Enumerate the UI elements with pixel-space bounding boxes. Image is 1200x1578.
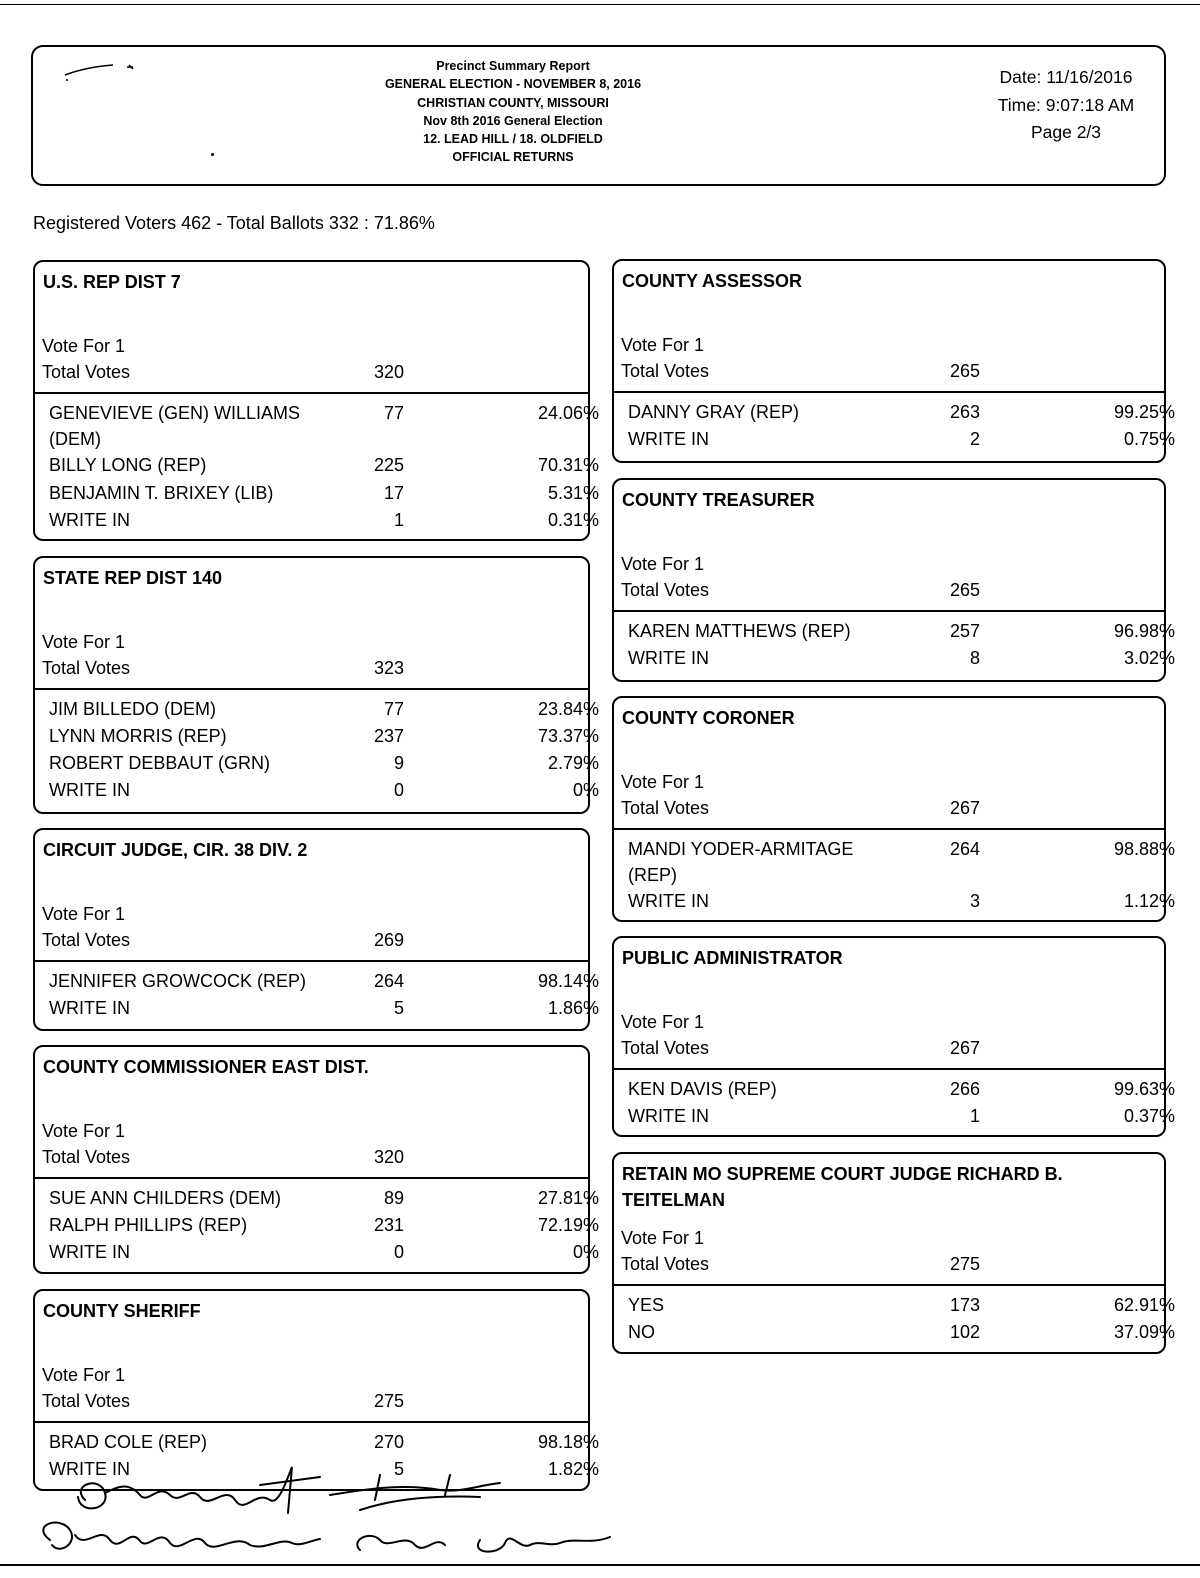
race-title: COUNTY TREASURER bbox=[622, 490, 815, 510]
candidate-votes: 17 bbox=[383, 483, 404, 503]
candidate-votes: 0 bbox=[393, 780, 404, 800]
candidate-votes: 264 bbox=[373, 971, 404, 991]
stray-mark-icon bbox=[61, 59, 141, 84]
candidate-percent: 37.09% bbox=[1113, 1322, 1175, 1342]
candidate-name: WRITE IN bbox=[49, 780, 130, 800]
precinct-name: 12. LEAD HILL / 18. OLDFIELD bbox=[423, 132, 603, 147]
total-votes-label: Total Votes bbox=[42, 1147, 131, 1167]
candidate-votes: 1 bbox=[393, 510, 404, 530]
race-box-retain-mo-supreme-court-judge-richard-b- bbox=[612, 1152, 1175, 1354]
report-meta bbox=[976, 64, 1156, 147]
total-votes-label: Total Votes bbox=[621, 580, 710, 600]
candidate-name: WRITE IN bbox=[628, 429, 709, 449]
candidate-name: ROBERT DEBBAUT (GRN) bbox=[49, 753, 271, 773]
race-divider bbox=[35, 392, 588, 394]
candidate-row bbox=[49, 400, 599, 452]
candidate-votes: 9 bbox=[393, 753, 404, 773]
race-divider bbox=[614, 391, 1164, 393]
vote-for-label: Vote For 1 bbox=[42, 1121, 126, 1141]
candidate-percent: 0% bbox=[572, 780, 599, 800]
candidate-row bbox=[49, 1239, 599, 1291]
vote-for-label: Vote For 1 bbox=[621, 1012, 705, 1032]
total-votes-label: Total Votes bbox=[621, 798, 710, 818]
candidate-votes: 102 bbox=[949, 1322, 980, 1342]
vote-for-label: Vote For 1 bbox=[621, 1228, 705, 1248]
race-title: CIRCUIT JUDGE, CIR. 38 DIV. 2 bbox=[43, 840, 308, 860]
total-votes-label: Total Votes bbox=[42, 362, 131, 382]
candidate-name: KEN DAVIS (REP) bbox=[628, 1079, 777, 1099]
candidate-name: BENJAMIN T. BRIXEY (LIB) bbox=[49, 483, 274, 503]
election-name: GENERAL ELECTION - NOVEMBER 8, 2016 bbox=[384, 77, 642, 92]
race-divider bbox=[35, 1421, 588, 1423]
candidate-votes: 266 bbox=[949, 1079, 980, 1099]
race-title: STATE REP DIST 140 bbox=[43, 568, 223, 588]
candidate-votes: 173 bbox=[949, 1295, 980, 1315]
candidate-votes: 0 bbox=[393, 1242, 404, 1262]
candidate-row bbox=[628, 426, 1175, 478]
candidate-percent: 0% bbox=[572, 1242, 599, 1262]
candidate-percent: 98.18% bbox=[537, 1432, 599, 1452]
total-votes-value: 265 bbox=[949, 361, 980, 381]
candidate-row bbox=[628, 888, 1175, 940]
race-title: PUBLIC ADMINISTRATOR bbox=[622, 948, 843, 968]
candidate-name: WRITE IN bbox=[628, 891, 709, 911]
candidate-row bbox=[628, 1319, 1175, 1371]
race-box-public-administrator bbox=[612, 936, 1175, 1137]
candidate-votes: 77 bbox=[383, 403, 404, 423]
vote-for-label: Vote For 1 bbox=[621, 335, 705, 355]
candidate-name: NO bbox=[628, 1322, 655, 1342]
candidate-row bbox=[628, 1103, 1175, 1155]
candidate-row bbox=[49, 777, 599, 829]
candidate-percent: 98.88% bbox=[1113, 839, 1175, 859]
total-votes-value: 275 bbox=[373, 1391, 404, 1411]
candidate-name: MANDI YODER-ARMITAGE (REP) bbox=[628, 839, 854, 885]
candidate-percent: 1.12% bbox=[1123, 891, 1175, 911]
total-votes-label: Total Votes bbox=[42, 1391, 131, 1411]
candidate-percent: 96.98% bbox=[1113, 621, 1175, 641]
total-votes-value: 267 bbox=[949, 1038, 980, 1058]
race-title: COUNTY COMMISSIONER EAST DIST. bbox=[43, 1057, 369, 1077]
race-title: U.S. REP DIST 7 bbox=[43, 272, 181, 292]
total-votes-label: Total Votes bbox=[621, 361, 710, 381]
race-divider bbox=[614, 1068, 1164, 1070]
race-divider bbox=[35, 688, 588, 690]
candidate-name: JIM BILLEDO (DEM) bbox=[49, 699, 217, 719]
total-votes-label: Total Votes bbox=[42, 658, 131, 678]
candidate-name: LYNN MORRIS (REP) bbox=[49, 726, 227, 746]
candidate-percent: 24.06% bbox=[537, 403, 599, 423]
candidate-name: GENEVIEVE (GEN) WILLIAMS (DEM) bbox=[49, 403, 301, 449]
vote-for-label: Vote For 1 bbox=[621, 554, 705, 574]
race-divider bbox=[35, 1177, 588, 1179]
candidate-percent: 23.84% bbox=[537, 699, 599, 719]
race-title: RETAIN MO SUPREME COURT JUDGE RICHARD B. TEITELMAN bbox=[622, 1164, 1063, 1210]
race-divider bbox=[614, 610, 1164, 612]
election-subtitle: Nov 8th 2016 General Election bbox=[423, 113, 603, 128]
turnout-summary: Registered Voters 462 - Total Ballots 332 : 71.86% bbox=[33, 213, 435, 233]
candidate-name: WRITE IN bbox=[49, 998, 130, 1018]
candidate-row bbox=[49, 995, 599, 1047]
candidate-percent: 3.02% bbox=[1123, 648, 1175, 668]
candidate-percent: 0.37% bbox=[1123, 1106, 1175, 1126]
candidate-votes: 263 bbox=[949, 402, 980, 422]
candidate-percent: 0.31% bbox=[547, 510, 599, 530]
candidate-votes: 270 bbox=[373, 1432, 404, 1452]
vote-for-label: Vote For 1 bbox=[42, 1365, 126, 1385]
race-box-county-treasurer bbox=[612, 478, 1175, 682]
candidate-name: WRITE IN bbox=[49, 1459, 130, 1479]
candidate-percent: 62.91% bbox=[1113, 1295, 1175, 1315]
candidate-percent: 27.81% bbox=[537, 1188, 599, 1208]
vote-for-label: Vote For 1 bbox=[621, 772, 705, 792]
total-votes-label: Total Votes bbox=[42, 930, 131, 950]
candidate-votes: 225 bbox=[373, 455, 404, 475]
candidate-percent: 2.79% bbox=[547, 753, 599, 773]
total-votes-value: 275 bbox=[949, 1254, 980, 1274]
race-box-county-coroner bbox=[612, 696, 1175, 922]
candidate-percent: 72.19% bbox=[537, 1215, 599, 1235]
race-box-state-rep-dist-140 bbox=[33, 556, 599, 814]
total-votes-value: 265 bbox=[949, 580, 980, 600]
candidate-percent: 98.14% bbox=[537, 971, 599, 991]
candidate-percent: 5.31% bbox=[547, 483, 599, 503]
vote-for-label: Vote For 1 bbox=[42, 632, 126, 652]
race-title: COUNTY ASSESSOR bbox=[622, 271, 803, 291]
candidate-name: DANNY GRAY (REP) bbox=[628, 402, 800, 422]
report-title: Precinct Summary Report bbox=[436, 59, 590, 73]
race-title: COUNTY CORONER bbox=[622, 708, 795, 728]
total-votes-value: 320 bbox=[373, 362, 404, 382]
race-box-county-commissioner-east-dist bbox=[33, 1045, 599, 1274]
official-signatures bbox=[30, 1455, 630, 1565]
candidate-votes: 3 bbox=[969, 891, 980, 911]
race-divider bbox=[614, 1284, 1164, 1286]
candidate-name: WRITE IN bbox=[49, 510, 130, 530]
race-box-circuit-judge-cir-38-div-2 bbox=[33, 828, 599, 1031]
candidate-percent: 73.37% bbox=[537, 726, 599, 746]
candidate-percent: 0.75% bbox=[1123, 429, 1175, 449]
returns-status: OFFICIAL RETURNS bbox=[452, 150, 574, 165]
candidate-percent: 70.31% bbox=[537, 455, 599, 475]
candidate-name: JENNIFER GROWCOCK (REP) bbox=[49, 971, 307, 991]
report-time: Time: 9:07:18 AM bbox=[997, 94, 1135, 115]
candidate-name: SUE ANN CHILDERS (DEM) bbox=[49, 1188, 282, 1208]
total-votes-label: Total Votes bbox=[621, 1254, 710, 1274]
candidate-percent: 1.82% bbox=[547, 1459, 599, 1479]
vote-for-label: Vote For 1 bbox=[42, 904, 126, 924]
candidate-percent: 99.63% bbox=[1113, 1079, 1175, 1099]
candidate-name: YES bbox=[628, 1295, 665, 1315]
page-number: Page 2/3 bbox=[1030, 122, 1102, 142]
candidate-votes: 231 bbox=[373, 1215, 404, 1235]
report-header bbox=[31, 45, 1166, 186]
race-title: COUNTY SHERIFF bbox=[43, 1301, 201, 1321]
candidate-name: WRITE IN bbox=[628, 1106, 709, 1126]
total-votes-value: 323 bbox=[373, 658, 404, 678]
candidate-votes: 77 bbox=[383, 699, 404, 719]
race-box-u-s-rep-dist-7 bbox=[33, 260, 599, 541]
candidate-votes: 2 bbox=[969, 429, 980, 449]
total-votes-value: 269 bbox=[373, 930, 404, 950]
candidate-votes: 89 bbox=[383, 1188, 404, 1208]
race-box-county-assessor bbox=[612, 259, 1175, 463]
vote-for-label: Vote For 1 bbox=[42, 336, 126, 356]
total-votes-label: Total Votes bbox=[621, 1038, 710, 1058]
candidate-percent: 99.25% bbox=[1113, 402, 1175, 422]
candidate-votes: 5 bbox=[393, 998, 404, 1018]
candidate-votes: 8 bbox=[969, 648, 980, 668]
bottom-rule bbox=[0, 1564, 1200, 1566]
candidate-percent: 1.86% bbox=[547, 998, 599, 1018]
report-title-block bbox=[323, 57, 703, 167]
county-name: CHRISTIAN COUNTY, MISSOURI bbox=[417, 95, 609, 110]
total-votes-value: 320 bbox=[373, 1147, 404, 1167]
candidate-row bbox=[628, 836, 1175, 888]
candidate-votes: 5 bbox=[393, 1459, 404, 1479]
candidate-name: WRITE IN bbox=[628, 648, 709, 668]
candidate-votes: 257 bbox=[949, 621, 980, 641]
candidate-name: WRITE IN bbox=[49, 1242, 130, 1262]
top-rule bbox=[0, 4, 1200, 5]
report-date: Date: 11/16/2016 bbox=[999, 67, 1133, 87]
candidate-name: RALPH PHILLIPS (REP) bbox=[49, 1215, 248, 1235]
race-divider bbox=[35, 960, 588, 962]
candidate-name: BILLY LONG (REP) bbox=[49, 455, 207, 475]
candidate-votes: 237 bbox=[373, 726, 404, 746]
candidate-name: BRAD COLE (REP) bbox=[49, 1432, 208, 1452]
total-votes-value: 267 bbox=[949, 798, 980, 818]
candidate-row bbox=[628, 645, 1175, 697]
race-divider bbox=[614, 828, 1164, 830]
candidate-votes: 1 bbox=[969, 1106, 980, 1126]
candidate-name: KAREN MATTHEWS (REP) bbox=[628, 621, 851, 641]
dot-mark bbox=[211, 153, 214, 156]
candidate-row bbox=[49, 507, 599, 559]
candidate-votes: 264 bbox=[949, 839, 980, 859]
